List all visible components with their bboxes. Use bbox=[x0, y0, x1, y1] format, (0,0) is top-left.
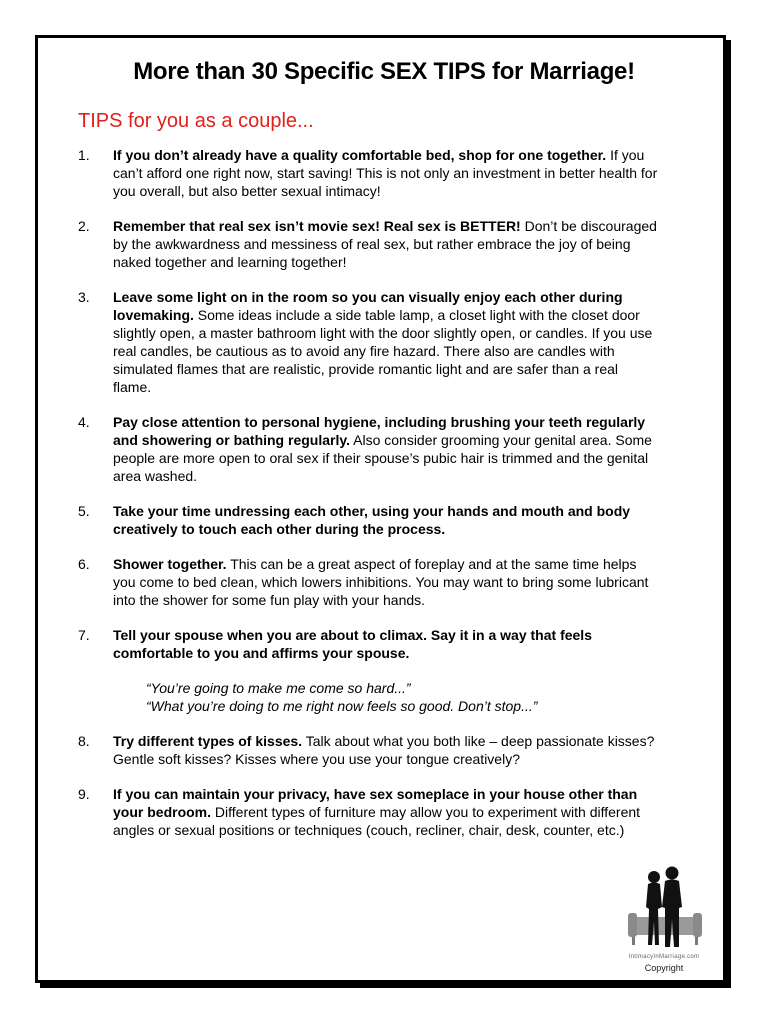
list-item bbox=[78, 502, 658, 538]
list-item bbox=[78, 146, 658, 200]
tip-body: This can be a great aspect of foreplay and at the same time helps you come to bed clean, which lowers inhibitions. You may want to bring some lubricant into the shower for some fun play with your hands. bbox=[113, 556, 649, 608]
quote-line: “What you’re doing to me right now feels so good. Don’t stop...” bbox=[146, 698, 538, 714]
tip-number: 4. bbox=[78, 414, 90, 430]
tip-number: 1. bbox=[78, 147, 90, 163]
tip-number: 5. bbox=[78, 503, 90, 519]
list-item bbox=[78, 217, 658, 271]
list-item bbox=[78, 555, 658, 609]
tip-lead: Try different types of kisses. bbox=[113, 733, 303, 749]
tip-number: 8. bbox=[78, 733, 90, 749]
tip-number: 6. bbox=[78, 556, 90, 572]
tip-lead: Pay close attention to personal hygiene, including brushing your teeth regularly and showering or bathing regularly. bbox=[113, 414, 646, 448]
couple-silhouette-icon bbox=[624, 865, 704, 953]
tip-body: If you can’t afford one right now, start saving! This is not only an investment in better health for you overall, but also better sexual intimacy! bbox=[113, 147, 658, 199]
tip-body: Don’t be discouraged by the awkwardness and messiness of real sex, but rather embrace the joy of being naked together and learning together! bbox=[113, 218, 657, 270]
tip-body: Also consider grooming your genital area. Some people are more open to oral sex if their spouse’s pubic hair is trimmed and the genital area washed. bbox=[113, 432, 652, 484]
tip-lead: Remember that real sex isn’t movie sex! Real sex is BETTER! bbox=[113, 218, 521, 234]
list-item bbox=[78, 626, 658, 715]
list-item bbox=[78, 785, 658, 839]
tip-number: 3. bbox=[78, 289, 90, 305]
tip-body: Talk about what you both like – deep passionate kisses? Gentle soft kisses? Kisses where you use your tongue creatively? bbox=[113, 733, 655, 767]
tip-number: 7. bbox=[78, 627, 90, 643]
page-title: More than 30 Specific SEX TIPS for Marriage! bbox=[133, 58, 635, 85]
site-logo bbox=[617, 865, 711, 985]
tip-lead: Tell your spouse when you are about to climax. Say it in a way that feels comfortable to you and affirms your spouse. bbox=[113, 627, 592, 661]
tips-list bbox=[78, 146, 658, 856]
tip-lead: Take your time undressing each other, using your hands and mouth and body creatively to touch each other during the process. bbox=[113, 503, 631, 537]
list-item bbox=[78, 732, 658, 768]
list-item bbox=[78, 413, 658, 485]
logo-site-name: IntimacyInMarriage.com bbox=[628, 954, 700, 960]
list-item bbox=[78, 288, 658, 396]
example-quotes bbox=[146, 679, 658, 715]
quote-line: “You’re going to make me come so hard...” bbox=[146, 680, 411, 696]
tip-body: Some ideas include a side table lamp, a closet light with the closet door slightly open, a master bathroom light with the door slightly open, or candles. If you use real candles, be cautious as to avoid any fire hazard. There also are candles with simulated flames that are realistic, provide romantic light and are safer than a real flame. bbox=[113, 307, 653, 395]
tip-lead: If you can maintain your privacy, have sex someplace in your house other than your bedroom. bbox=[113, 786, 638, 820]
section-heading: TIPS for you as a couple... bbox=[78, 110, 314, 132]
tip-body: Different types of furniture may allow you to experiment with different angles or sexual positions or techniques (couch, recliner, chair, desk, counter, etc.) bbox=[113, 804, 641, 838]
logo-copyright: Copyright bbox=[644, 963, 684, 973]
tip-lead: Shower together. bbox=[113, 556, 227, 572]
tip-number: 2. bbox=[78, 218, 90, 234]
tip-lead: Leave some light on in the room so you can visually enjoy each other during lovemaking. bbox=[113, 289, 623, 323]
tip-number: 9. bbox=[78, 786, 90, 802]
tip-lead: If you don’t already have a quality comfortable bed, shop for one together. bbox=[113, 147, 607, 163]
